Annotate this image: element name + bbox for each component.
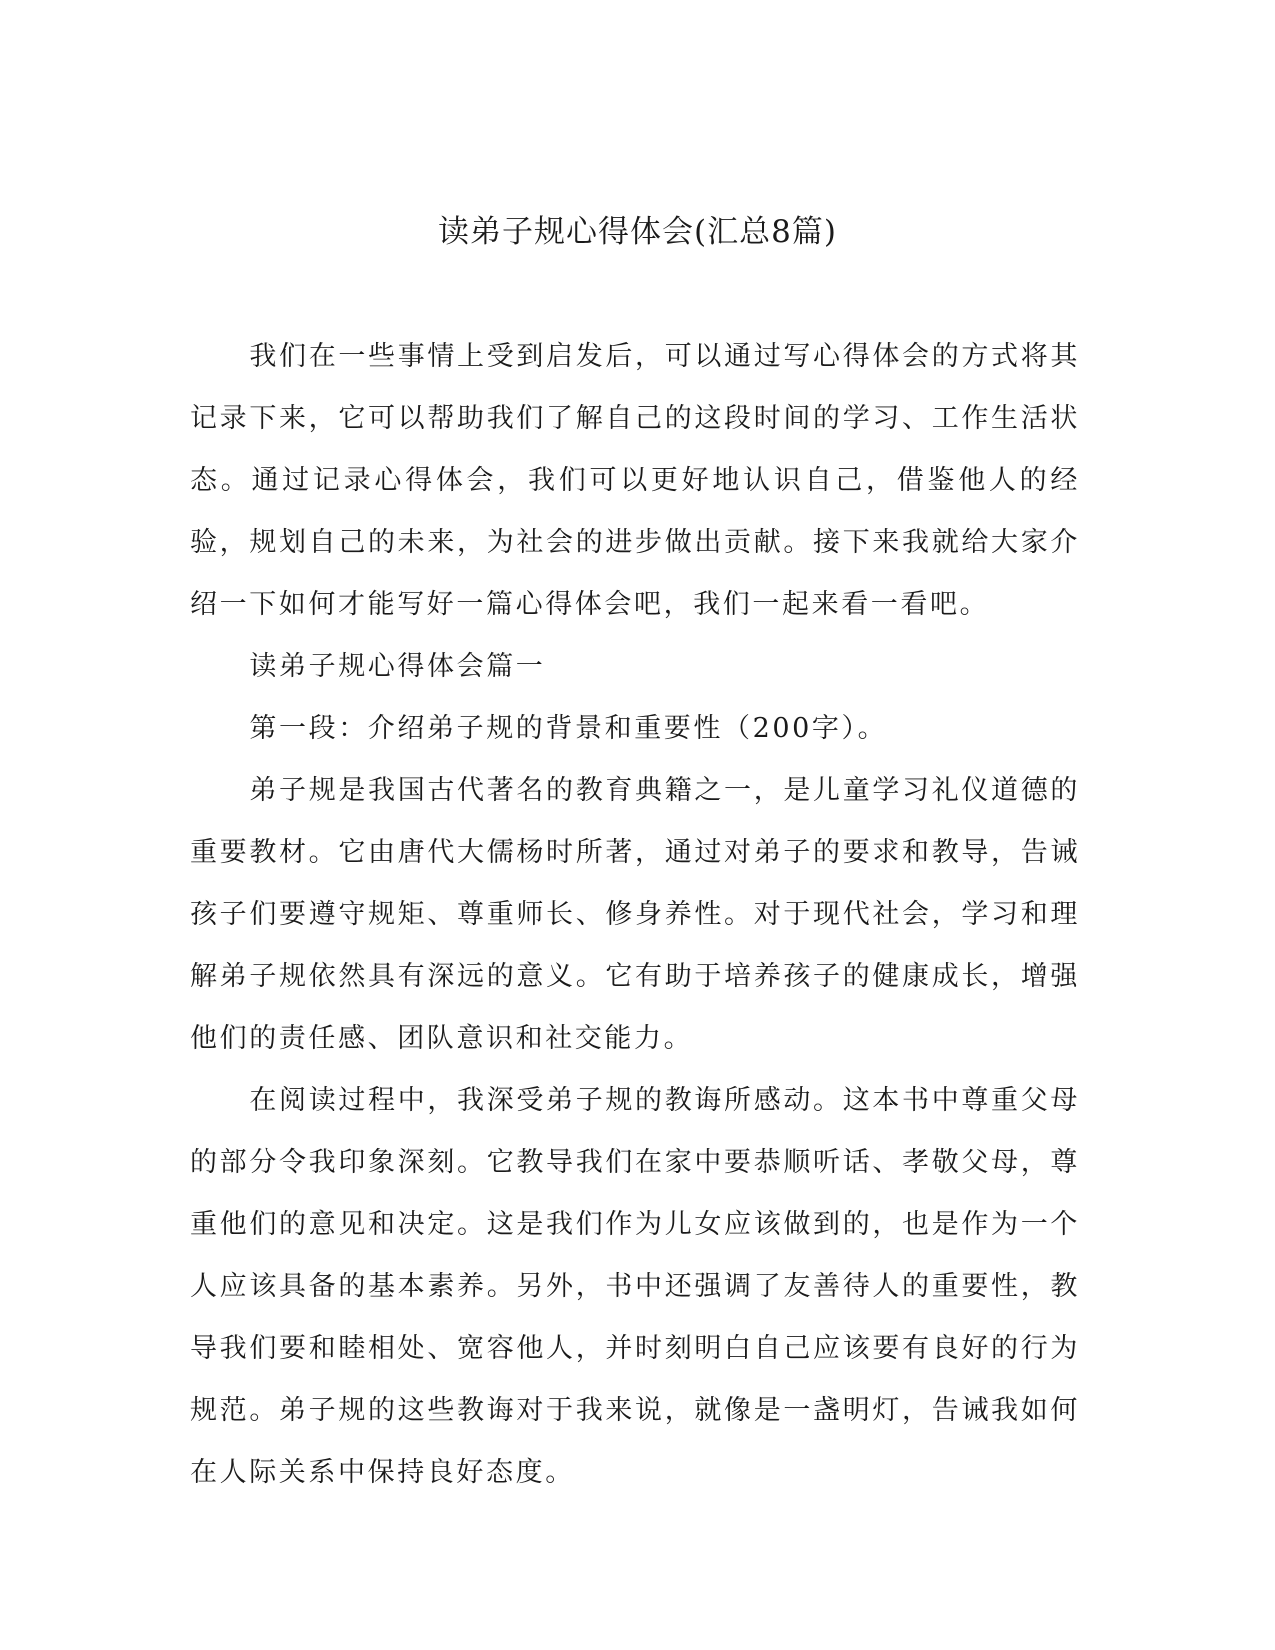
intro-paragraph: 我们在一些事情上受到启发后，可以通过写心得体会的方式将其记录下来，它可以帮助我们了解自己的这段时间的学习、工作生活状态。通过记录心得体会，我们可以更好地认识自己，借鉴他人的经验，规划自己的未来，为社会的进步做出贡献。接下来我就给大家介绍一下如何才能写好一篇心得体会吧，我们一起来看一看吧。 xyxy=(190,341,1080,620)
subsection-heading: 第一段：介绍弟子规的背景和重要性（200字）。 xyxy=(249,713,888,744)
document-body xyxy=(190,326,1080,1504)
body-paragraph: 在阅读过程中，我深受弟子规的教诲所感动。这本书中尊重父母的部分令我印象深刻。它教导我们在家中要恭顺听话、孝敬父母，尊重他们的意见和决定。这是我们作为儿女应该做到的，也是作为一个人应该具备的基本素养。另外，书中还强调了友善待人的重要性，教导我们要和睦相处、宽容他人，并时刻明白自己应该要有良好的行为规范。弟子规的这些教诲对于我来说，就像是一盏明灯，告诫我如何在人际关系中保持良好态度。 xyxy=(190,1085,1080,1488)
section-heading: 读弟子规心得体会篇一 xyxy=(249,651,546,682)
page-title: 读弟子规心得体会(汇总8篇) xyxy=(438,214,837,250)
body-paragraph: 弟子规是我国古代著名的教育典籍之一，是儿童学习礼仪道德的重要教材。它由唐代大儒杨时所著，通过对弟子的要求和教导，告诫孩子们要遵守规矩、尊重师长、修身养性。对于现代社会，学习和理解弟子规依然具有深远的意义。它有助于培养孩子的健康成长，增强他们的责任感、团队意识和社交能力。 xyxy=(190,775,1080,1054)
